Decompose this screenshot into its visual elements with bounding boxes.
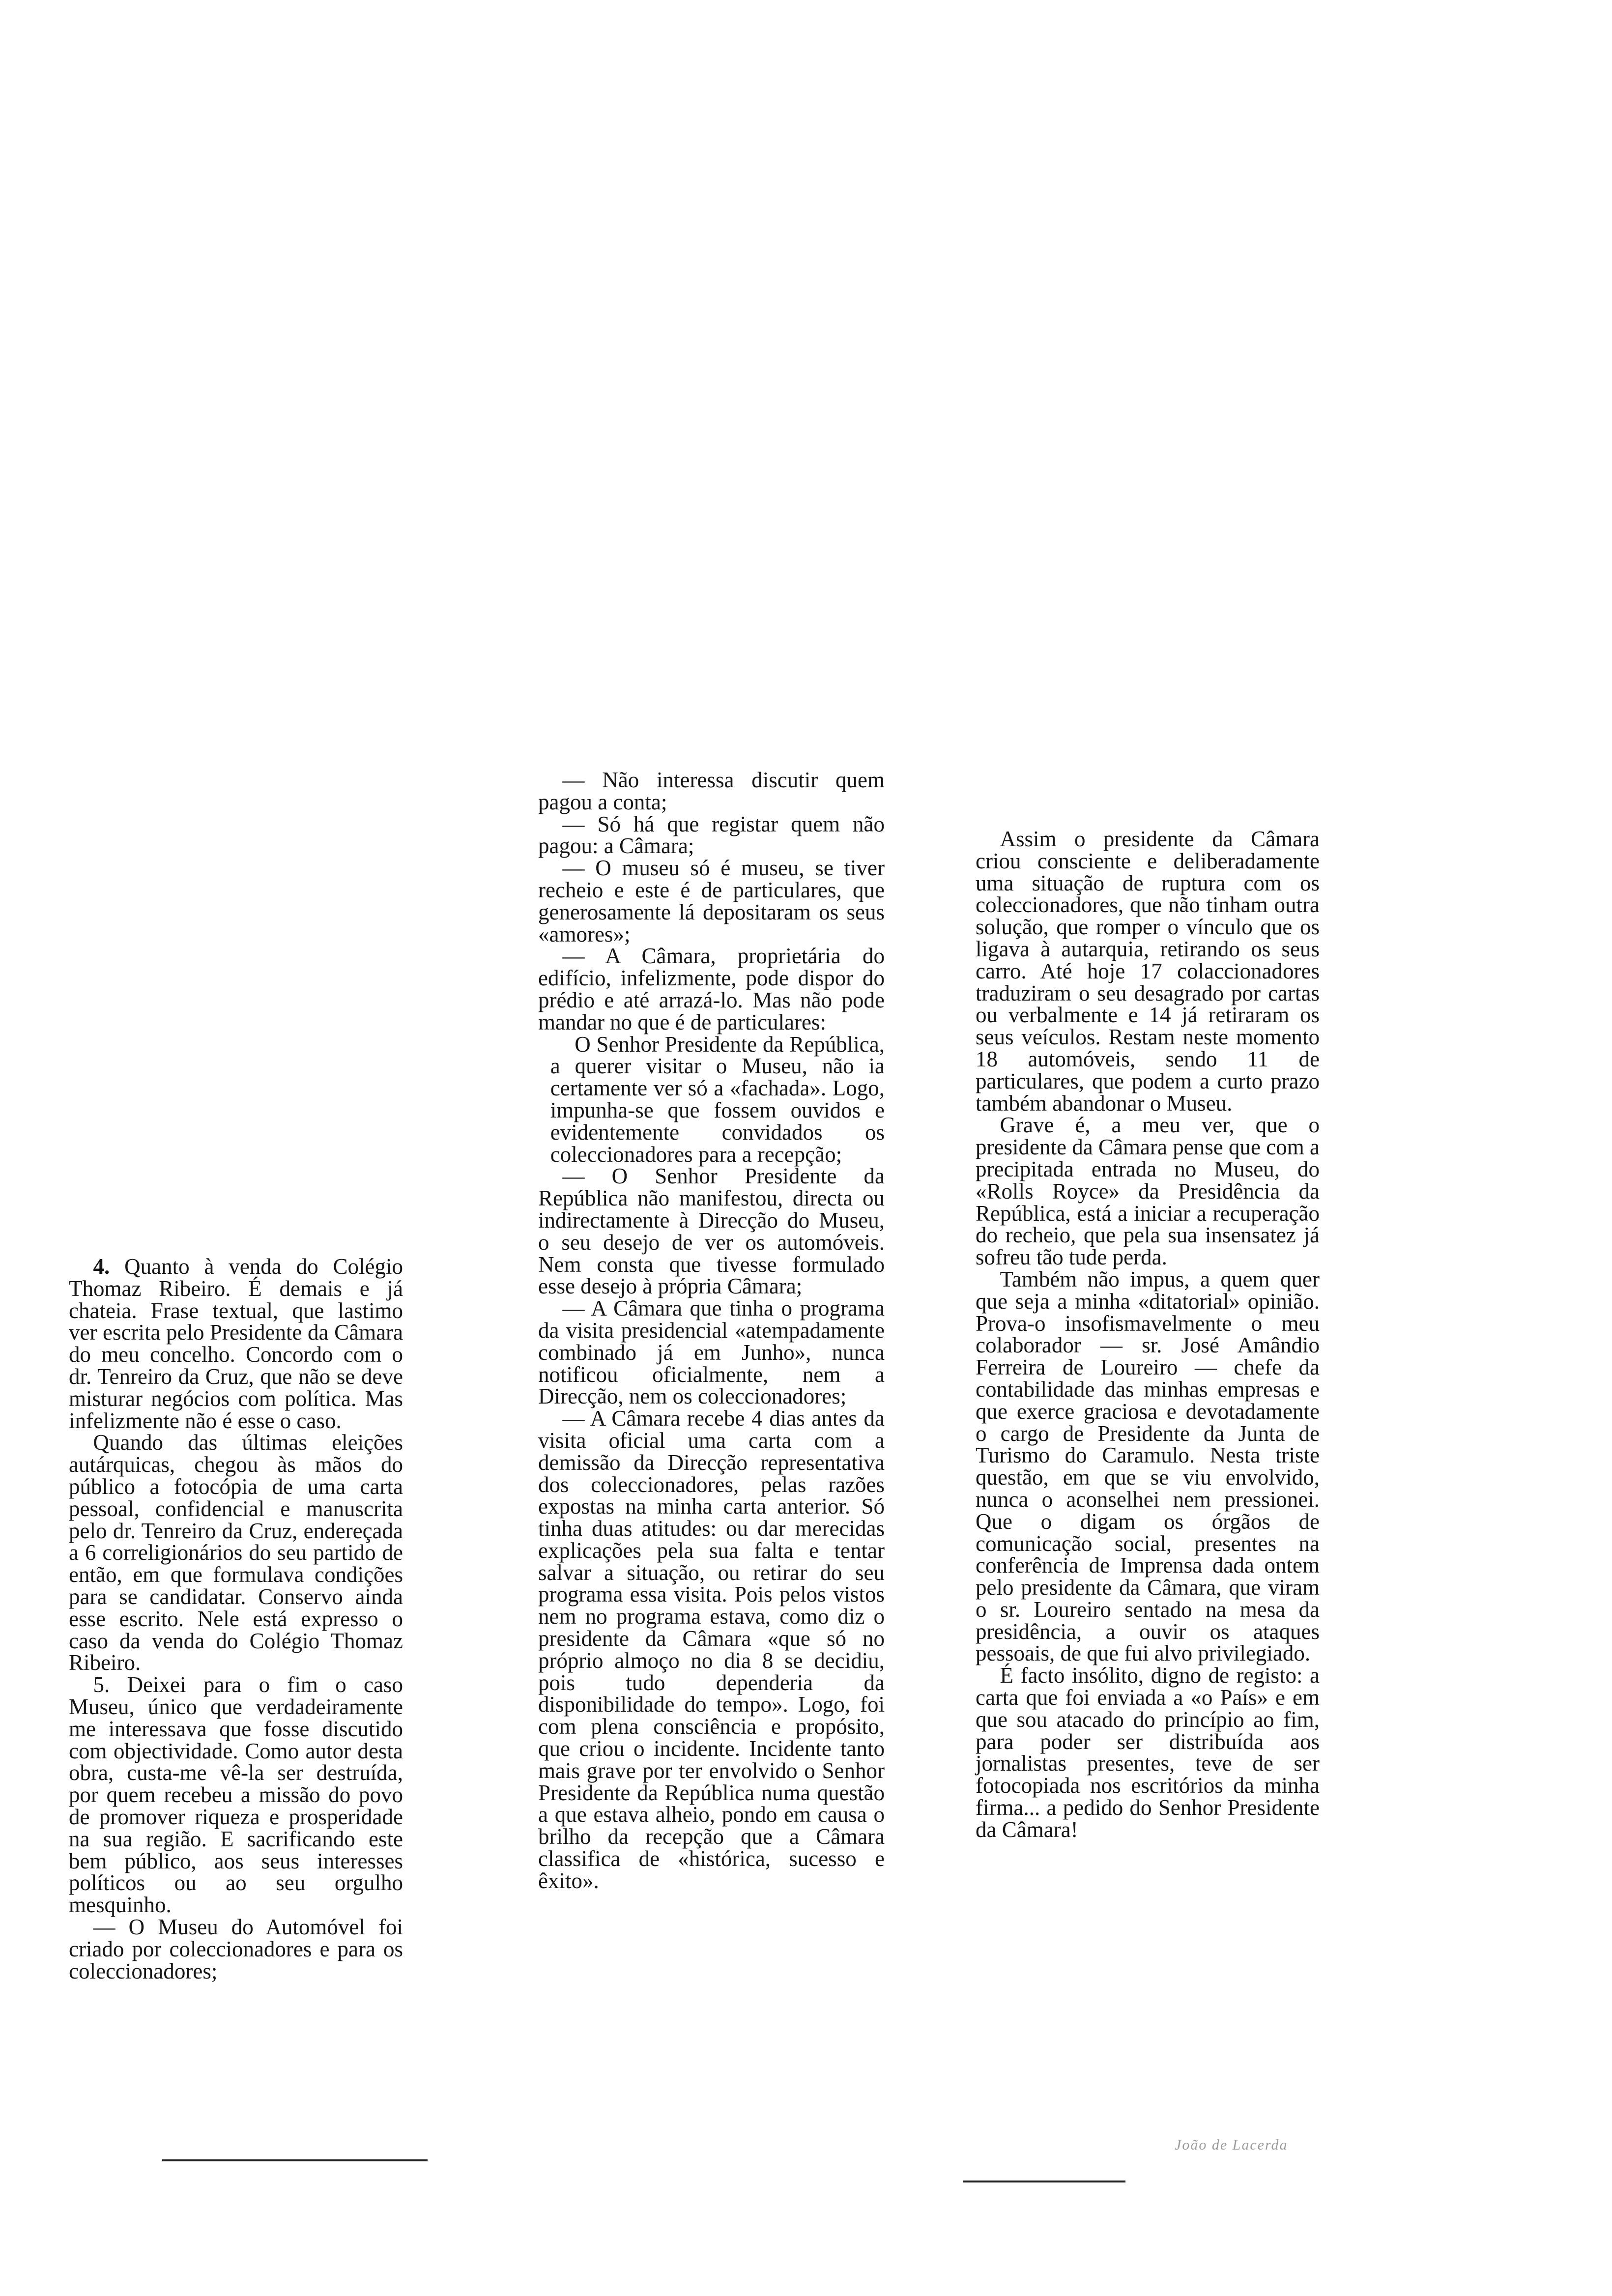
paragraph-5 xyxy=(69,1674,403,1916)
paragraph: Também não impus, a quem quer que seja a minha «ditatorial» opinião. Prova-o insofismavelmente o meu colaborador — sr. José Amândio Ferreira de Loureiro — chefe da contabilidade das minhas empresas e que exerce graciosa e devotadamente o cargo de Presidente da Junta de Turismo do Caramulo. Nesta triste questão, em que se viu envolvido, nunca o aconselhei nem pressionei. Que o digam os órgãos de comunicação social, presentes na conferência de Imprensa dada ontem pelo presidente da Câmara, que viram o sr. Loureiro sentado na mesa da presidência, a ouvir os ataques pessoais, de que fui alvo privilegiado. xyxy=(976,1266,1320,1666)
paragraph: — O Museu do Automóvel foi criado por coleccionadores e para os coleccionadores; xyxy=(69,1914,403,1983)
divider-rule xyxy=(963,2181,1125,2182)
column-middle xyxy=(538,769,885,1892)
paragraph: — A Câmara recebe 4 dias antes da visita oficial uma carta com a demissão da Direcção representativa dos coleccionadores, pelas razões expostas na minha carta anterior. Só tinha duas atitudes: ou dar merecidas explicações pela sua falta e tentar salvar a situação, ou retirar do seu programa essa visita. Pois pelos vistos nem no programa estava, como diz o presidente da Câmara «que só no próprio almoço no dia 8 se decidiu, pois tudo dependeria da disponibilidade do tempo». Logo, foi com plena consciência e propósito, que criou o incidente. Incidente tanto mais grave por ter envolvido o Senhor Presidente da República numa questão a que estava alheio, pondo em causa o brilho da recepção que a Câmara classifica de «histórica, sucesso e êxito». xyxy=(538,1406,885,1893)
paragraph-4 xyxy=(69,1256,403,1432)
item-number: 5. xyxy=(93,1672,110,1697)
paragraph: — Só há que registar quem não pagou: a Câmara; xyxy=(538,811,885,859)
divider-rule xyxy=(162,2159,428,2161)
paragraph: — O museu só é museu, se tiver recheio e este é de particulares, que generosamente lá depositaram os seus «amores»; xyxy=(538,856,885,947)
paragraph: Grave é, a meu ver, que o presidente da Câmara pense que com a precipitada entrada no Museu, do «Rolls Royce» da Presidência da República, está a iniciar a recuperação do recheio, que pela sua insensatez já sofreu tão tude perda. xyxy=(976,1113,1320,1270)
paragraph: — A Câmara, proprietária do edifício, infelizmente, pode dispor do prédio e até arrazá-lo. Mas não pode mandar no que é de particulares: xyxy=(538,944,885,1034)
paragraph-text: Quanto à venda do Colégio Thomaz Ribeiro. É demais e já chateia. Frase textual, que lastimo ver escrita pelo Presidente da Câmara do meu concelho. Concordo com o dr. Tenreiro da Cruz, que não se deve misturar negócios com política. Mas infelizmente não é esse o caso. xyxy=(69,1254,403,1433)
paragraph: — Não interessa discutir quem pagou a conta; xyxy=(538,768,885,814)
paragraph: — A Câmara que tinha o programa da visita presidencial «atempadamente combinado já em Junho», nunca notificou oficialmente, nem a Direcção, nem os coleccionadores; xyxy=(538,1296,885,1409)
paragraph: Assim o presidente da Câmara criou consciente e deliberadamente uma situação de ruptura com os coleccionadores, que não tinham outra solução, que romper o vínculo que os ligava à autarquia, retirando os seus carro. Até hoje 17 colaccionadores traduziram o seu desagrado por cartas ou verbalmente e 14 já retiraram os seus veículos. Restam neste momento 18 automóveis, sendo 11 de particulares, que podem a curto prazo também abandonar o Museu. xyxy=(976,827,1320,1116)
paragraph-text: Deixei para o fim o caso Museu, único que verdadeiramente me interessava que fosse discutido com objectividade. Como autor desta obra, custa-me vê-la ser destruída, por quem recebeu a missão do povo de promover riqueza e prosperidade na sua região. E sacrificando este bem público, aos seus interesses políticos ou ao seu orgulho mesquinho. xyxy=(69,1672,403,1918)
paragraph: Quando das últimas eleições autárquicas, chegou às mãos do público a fotocópia de uma carta pessoal, confidencial e manuscrita pelo dr. Tenreiro da Cruz, endereçada a 6 correligionários do seu partido de então, em que formulava condições para se candidatar. Conservo ainda esse escrito. Nele está expresso o caso da venda do Colégio Thomaz Ribeiro. xyxy=(69,1430,403,1675)
signature: João de Lacerda xyxy=(1175,2137,1288,2153)
paragraph: É facto insólito, digno de registo: a carta que foi enviada a «o País» e em que sou atacado do princípio ao fim, para poder ser distribuída aos jornalistas presentes, teve de ser fotocopiada nos escritórios da minha firma... a pedido do Senhor Presidente da Câmara! xyxy=(976,1663,1320,1842)
column-left xyxy=(69,1256,403,1982)
paragraph: — O Senhor Presidente da República não manifestou, directa ou indirectamente à Direcção do Museu, o seu desejo de ver os automóveis. Nem consta que tivesse formulado esse desejo à própria Câmara; xyxy=(538,1164,885,1299)
column-right xyxy=(976,828,1320,1841)
item-number: 4. xyxy=(93,1254,110,1279)
paragraph: O Senhor Presidente da República, a querer visitar o Museu, não ia certamente ver só a «fachada». Logo, impunha-se que fossem ouvidos e evidentemente convidados os coleccionadores para a recepção; xyxy=(550,1032,885,1167)
